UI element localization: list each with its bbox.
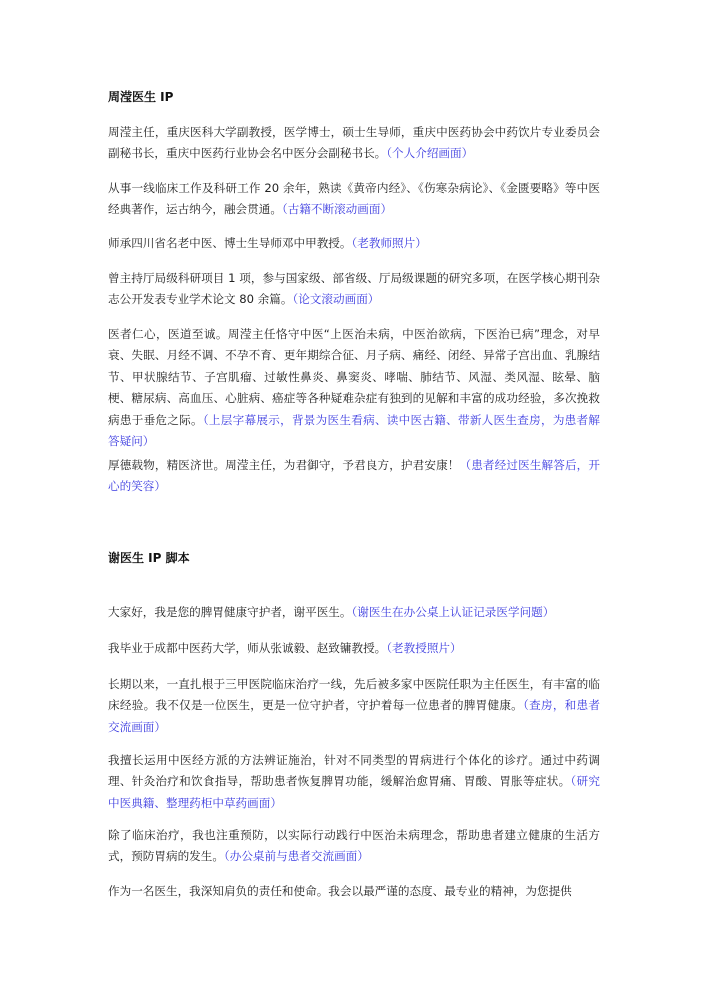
paragraph bbox=[108, 674, 600, 738]
scene-note: （个人介绍画面） bbox=[386, 146, 474, 161]
scene-note: （老教师照片） bbox=[351, 236, 427, 250]
paragraph bbox=[108, 233, 600, 254]
scene-note: （论文滚动画面） bbox=[292, 292, 380, 307]
section-title-zhou: 周滢医生 IP bbox=[108, 90, 174, 104]
paragraph bbox=[108, 178, 600, 221]
paragraph-text: 我擅长运用中医经方派的方法辨证施治，针对不同类型的胃病进行个体化的诊疗。通过中药调理、针灸治疗和饮食指导，帮助患者恢复脾胃功能，缓解治愈胃痛、胃酸、胃胀等症状。 bbox=[108, 753, 600, 789]
scene-note: （研究中医典籍、整理药柜中草药画面） bbox=[108, 774, 600, 810]
scene-note: （患者经过医生解答后，开心的笑容） bbox=[108, 458, 600, 494]
paragraph-text: 作为一名医生，我深知肩负的责任和使命。我会以最严谨的态度、最专业的精神，为您提供 bbox=[108, 884, 572, 898]
scene-note: （查房，和患者交流画面） bbox=[108, 698, 600, 734]
paragraph-text: 除了临床治疗，我也注重预防，以实际行动践行中医治未病理念，帮助患者建立健康的生活方式，预防胃病的发生。 bbox=[108, 828, 600, 864]
paragraph-text: 厚德载物，精医济世。周滢主任，为君御守，予君良方，护君安康！ bbox=[108, 458, 460, 472]
paragraph-text: 医者仁心，医道至诚。周滢主任恪守中医“上医治未病，中医治欲病，下医治已病”理念，对早衰、失眠、月经不调、不孕不育、更年期综合征、月子病、痛经、闭经、异常子宫出血、乳腺结节、甲状腺结节、子宫肌瘤、过敏性鼻炎、鼻窦炎、哮喘、肺结节、风湿、类风湿、眩晕、脑梗、糖尿病、高血压、心脏病、癌症等各种疑难杂症有独到的见解和丰富的成功经验，多次挽救病患于垂危之际。 bbox=[108, 327, 600, 427]
paragraph-text: 大家好，我是您的脾胃健康守护者，谢平医生。 bbox=[108, 605, 352, 619]
paragraph-text: 曾主持厅局级科研项目 1 项，参与国家级、部省级、厅局级课题的研究多项，在医学核心期刊杂志公开发表专业学术论文 80 余篇。 bbox=[108, 271, 600, 307]
scene-note: （上层字幕展示，背景为医生看病、读中医古籍、带新人医生查房，为患者解答疑问） bbox=[108, 412, 600, 449]
paragraph bbox=[108, 750, 600, 814]
scene-note: （办公桌前与患者交流画面） bbox=[223, 849, 369, 864]
paragraph bbox=[108, 268, 600, 311]
scene-note: （谢医生在办公桌上认证记录医学问题） bbox=[351, 605, 555, 619]
paragraph bbox=[108, 602, 600, 623]
paragraph bbox=[108, 825, 600, 868]
paragraph bbox=[108, 455, 600, 498]
paragraph-text: 师承四川省名老中医、博士生导师邓中甲教授。 bbox=[108, 236, 352, 250]
paragraph-text: 我毕业于成都中医药大学，师从张诚毅、赵致镛教授。 bbox=[108, 641, 387, 655]
paragraph-text: 周滢主任，重庆医科大学副教授，医学博士，硕士生导师，重庆中医药协会中药饮片专业委员会副秘书长，重庆中医药行业协会名中医分会副秘书长。 bbox=[108, 125, 600, 161]
scene-note: （古籍不断滚动画面） bbox=[281, 202, 393, 217]
paragraph bbox=[108, 324, 600, 452]
scene-note: （老教授照片） bbox=[386, 641, 462, 655]
paragraph-text: 从事一线临床工作及科研工作 20 余年，熟读《黄帝内经》、《伤寒杂病论》、《金匮要略》等中医经典著作，运古纳今，融会贯通。 bbox=[108, 181, 600, 217]
paragraph-text: 长期以来，一直扎根于三甲医院临床治疗一线，先后被多家中医院任职为主任医生，有丰富的临床经验。我不仅是一位医生，更是一位守护者，守护着每一位患者的脾胃健康。 bbox=[108, 677, 600, 713]
paragraph bbox=[108, 881, 600, 902]
paragraph bbox=[108, 122, 600, 165]
section-title-xie: 谢医生 IP 脚本 bbox=[108, 551, 190, 565]
paragraph bbox=[108, 638, 600, 659]
